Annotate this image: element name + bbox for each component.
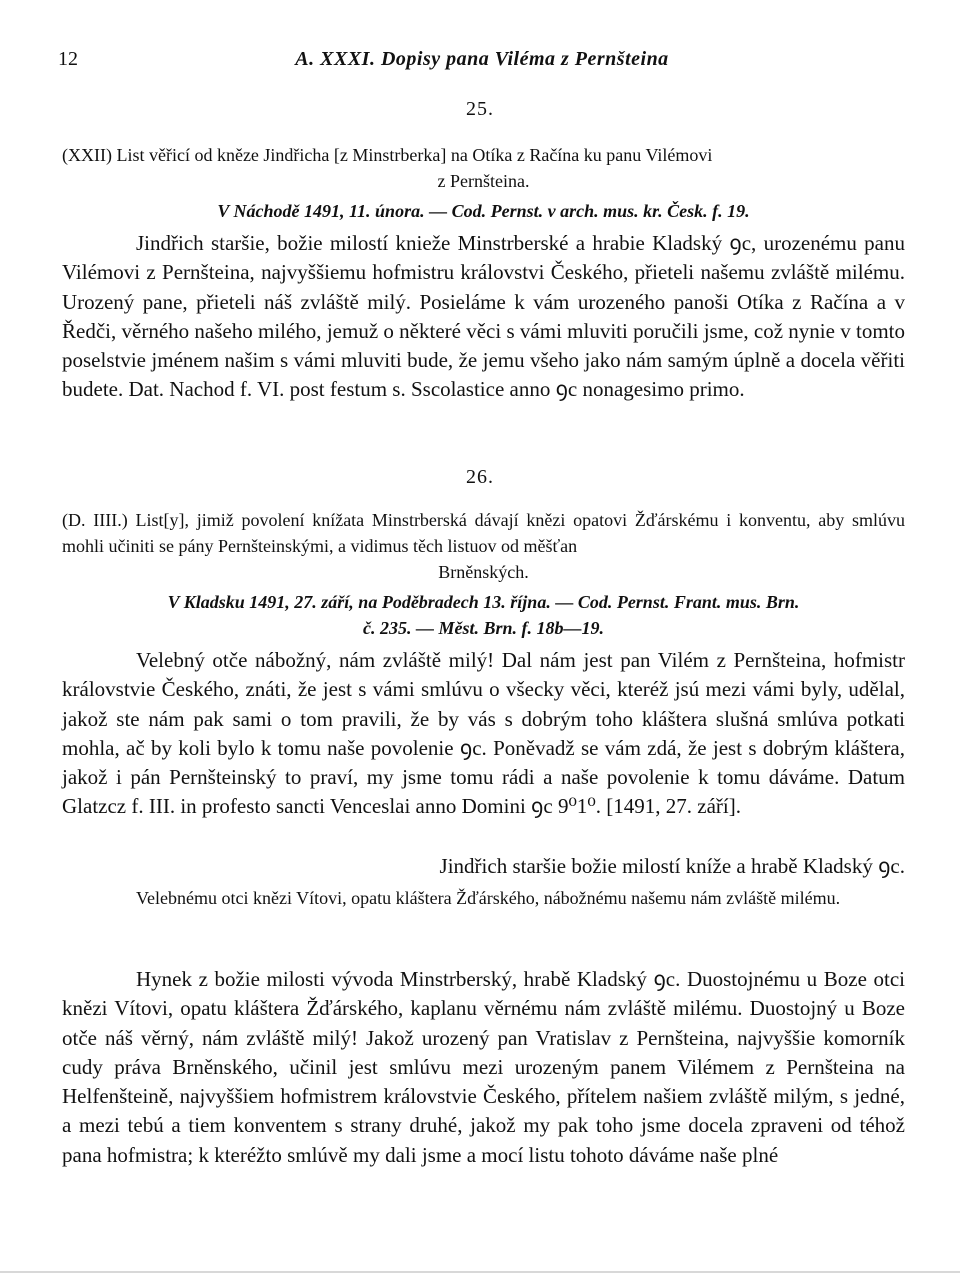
page-number: 12: [58, 48, 78, 70]
document-25-source: V Náchodě 1491, 11. února. — Cod. Pernst. v arch. mus. kr. Česk. f. 19.: [217, 201, 750, 221]
document-26-second-letter: Hynek z božie milosti vývoda Minstrberský, hrabě Kladský ꝯc. Duostojnému u Boze otci knězi Vítovi, opatu kláštera Žďárského, kaplanu věrnému nám zvláště milému. Duostojný u Boze otče náš věrný, nám zvláště milý! Jakož urozený pan Vratislav z Pernšteina, najvyššie komorník cudy práva Brněnského, učinil jest smlúvu mezi urozeným panem Vilémem z Pernšteina na Helfenšteině, najvyššiem hofmistrem královstvie Českého, přítelem našiem zvláště milým, s jedné, a mezi tebú a tiem konventem s strany druhé, jakož my pak toho jsme docela zpraveni od téhož pana hofmistra; k kteréžto smlúvě my dali jsme a mocí listu tohoto dáváme naše plné: [62, 967, 905, 1167]
document-26-source-line-1: V Kladsku 1491, 27. září, na Poděbradech 13. října. — Cod. Pernst. Frant. mus. Brn.: [167, 592, 800, 612]
document-26-text: Velebný otče nábožný, nám zvláště milý! Dal nám jest pan Vilém z Pernšteina, hofmistr královstvie Českého, znáti, že jest s vámi smlúvu o všecky věci, kteréž jsú mezi vámi byly, udělal, jakož ste nám pak sami o tom pravili, že by vás s dobrým toho kláštera slušná smlúva potkati mohla, ač by koli bylo k tomu naše povolenie ꝯc. Poněvadž se vám zdá, že jest s dobrým kláštera, jakož i pán Pernšteinský to praví, my jsme tomu rádi a naše povolenie k tomu dáváme. Datum Glatzcz f. III. in profesto sancti Venceslai anno Domini ꝯc 9⁰1⁰. [1491, 27. září].: [62, 648, 905, 819]
document-26-source: [62, 589, 905, 641]
document-25-intro: [62, 142, 905, 194]
document-26-address: Velebnému otci knězi Vítovi, opatu kláštera Žďárského, nábožnému našemu nám zvláště milému.: [136, 888, 841, 908]
document-number-25: 25.: [466, 98, 494, 120]
document-26-intro-main: (D. IIII.) List[y], jimiž povolení knížata Minstrberská dávají knězi opatovi Žďárskému i konventu, aby smlúvu mohli učiniti se pány Pernšteinskými, a vidimus těch listuov od měšťan: [62, 510, 905, 556]
document-number-26: 26.: [466, 466, 494, 488]
document-26-intro: [62, 507, 905, 585]
document-26-intro-continuation: Brněnských.: [438, 562, 529, 582]
document-25-intro-main: (XXII) List věřicí od kněze Jindřicha [z Minstrberka] na Otíka z Račína ku panu Vilémovi: [62, 145, 713, 165]
document-26-source-line-2: č. 235. — Měst. Brn. f. 18b—19.: [362, 618, 604, 638]
page-header: [58, 48, 906, 78]
document-26-signature: Jindřich staršie božie milostí kníže a hrabě Kladský ꝯc.: [439, 854, 905, 878]
running-head: A. XXXI. Dopisy pana Viléma z Pernšteina: [295, 48, 669, 70]
document-25-intro-continuation: z Pernšteina.: [437, 171, 530, 191]
page-bottom-rule: [0, 1271, 960, 1273]
document-25-text: Jindřich staršie, božie milostí knieže Minstrberské a hrabie Kladský ꝯc, urozenému panu Vilémovi z Pernšteina, najvyššiemu hofmistru královstvi Českého, přieteli našemu zvláště milému. Urozený pane, přieteli náš zvláště milý. Posieláme k vám urozeného panoši Otíka z Račína a v Ředči, věrného našeho milého, jemuž o některé věci s vámi mluviti poručili jsme, což nynie v tomto poselstvie jménem našim s vámi mluviti bude, že jemu všeho jako nám samým úplně a docela věřiti budete. Dat. Nachod f. VI. post festum s. Sscolastice anno ꝯc nonagesimo primo.: [62, 231, 905, 402]
